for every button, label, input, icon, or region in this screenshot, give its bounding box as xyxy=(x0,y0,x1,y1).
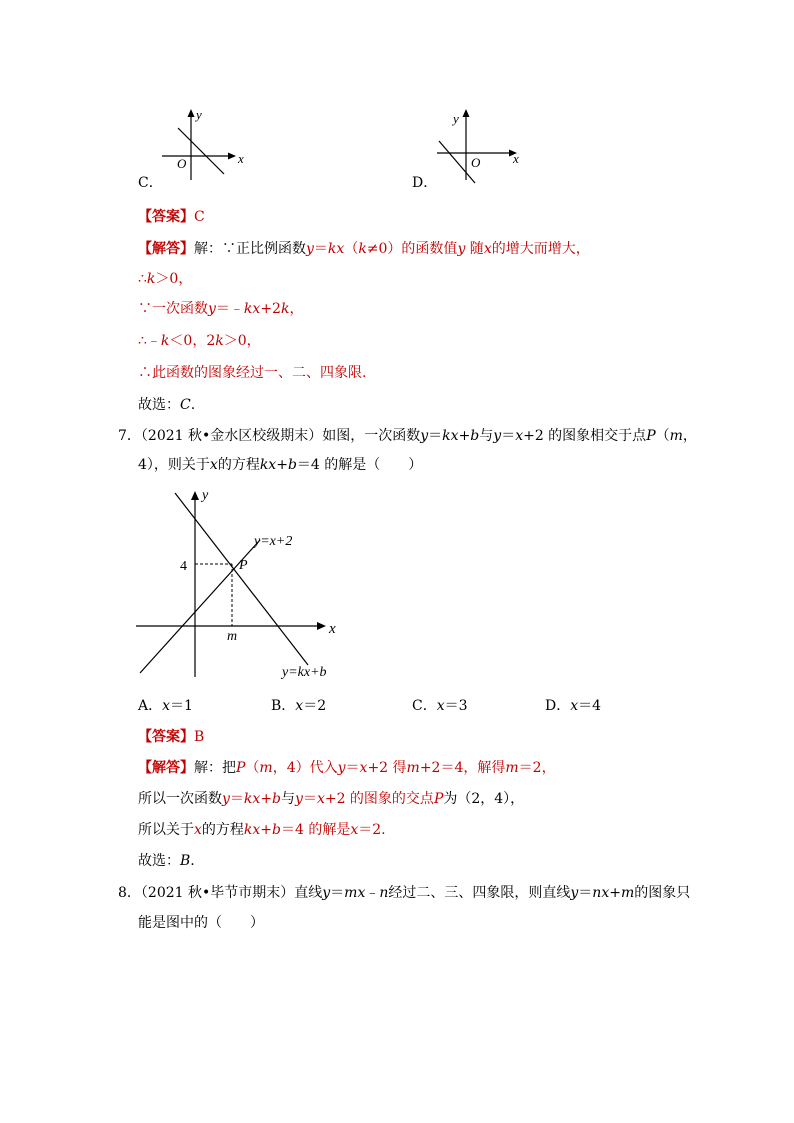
y-axis-label: y xyxy=(196,107,202,122)
x-axis-label: x xyxy=(238,151,244,166)
text: + xyxy=(609,885,621,901)
text: +2＝4，解得 xyxy=(419,760,506,776)
text: 的方程 xyxy=(217,457,260,473)
option-value: ＝1 xyxy=(170,698,193,714)
text: +2 xyxy=(260,301,281,317)
var: x xyxy=(436,698,445,714)
var: kx xyxy=(243,822,261,838)
var: x xyxy=(295,698,304,714)
q6-solution-line-2 xyxy=(138,269,192,289)
option-c-label: C． xyxy=(138,175,163,191)
var: m xyxy=(620,885,635,901)
var: kx xyxy=(259,457,277,473)
q7-solution-line-1 xyxy=(138,758,556,778)
option-value: ＝4 xyxy=(578,698,602,714)
text: ＝ xyxy=(330,885,345,901)
text: ＝ xyxy=(302,791,317,807)
text: ≠0）的函数值 xyxy=(366,241,458,257)
text: （ xyxy=(344,241,359,257)
text: 与 xyxy=(479,428,494,444)
var: P xyxy=(433,791,444,807)
var: x xyxy=(570,698,579,714)
line-label-y-x-plus-2: y=x+2 xyxy=(254,534,293,549)
var: y xyxy=(337,760,346,776)
graph-option-c xyxy=(160,105,255,185)
var: y xyxy=(457,241,466,257)
text: 与 xyxy=(281,791,296,807)
text: 故选： xyxy=(138,853,180,869)
q8-stem-line-2: 能是图中的（ ） xyxy=(138,915,264,931)
option-label: C． xyxy=(412,698,437,714)
y-axis-arrow xyxy=(191,491,199,500)
answer-value: C xyxy=(194,209,205,225)
q7-option-b xyxy=(271,696,326,716)
q7-solution-line-2 xyxy=(138,789,524,809)
text: ∵一次函数 xyxy=(138,301,208,317)
q7-graph xyxy=(130,485,355,685)
q7-solution-line-3 xyxy=(138,820,386,840)
line-label-y-kx-plus-b: y=kx+b xyxy=(282,665,327,680)
text: . xyxy=(190,397,196,413)
q7-option-c xyxy=(412,696,468,716)
q6-choose xyxy=(138,395,195,415)
graph-option-d xyxy=(435,105,530,185)
tick-label-4: 4 xyxy=(180,559,187,574)
var: m xyxy=(505,760,519,776)
text: 所以关于 xyxy=(138,822,194,838)
var: k xyxy=(280,301,290,317)
var: y xyxy=(420,428,429,444)
var: x xyxy=(162,698,171,714)
var: mx xyxy=(344,885,366,901)
text: ＝ xyxy=(428,428,443,444)
text: 解：∵正比例函数 xyxy=(194,241,306,257)
q7-answer xyxy=(138,727,204,747)
text: + xyxy=(260,791,273,807)
text: ＞0， xyxy=(155,271,193,287)
var: x xyxy=(194,822,202,838)
text: ，4）代入 xyxy=(272,760,338,776)
point-p-label: P xyxy=(239,558,248,573)
text: ∴﹣ xyxy=(138,333,161,349)
q8-stem-line-1 xyxy=(118,883,690,903)
option-label: B． xyxy=(271,698,296,714)
y-axis-arrow xyxy=(463,109,470,117)
text: ＝4 的解是（ ） xyxy=(296,457,423,473)
q6-solution-line-4 xyxy=(138,331,261,351)
text: +2 得 xyxy=(367,760,407,776)
var: y xyxy=(493,428,502,444)
option-label: D． xyxy=(545,698,571,714)
solution-tag: 【解答】 xyxy=(138,760,194,776)
var: k xyxy=(215,333,224,349)
q7-choose xyxy=(138,851,195,871)
text: （ xyxy=(245,760,260,776)
text: 所以一次函数 xyxy=(138,791,222,807)
var: m xyxy=(406,760,420,776)
q6-solution-line-1 xyxy=(138,239,590,259)
tick-label-m: m xyxy=(227,629,238,644)
solution-tag: 【解答】 xyxy=(138,241,194,257)
text: 的增大而增大， xyxy=(491,241,590,257)
var: P xyxy=(236,760,246,776)
origin-label: O xyxy=(177,156,187,171)
option-value: ＝2 xyxy=(303,698,327,714)
option-d-label: D． xyxy=(412,175,438,191)
var: y xyxy=(322,885,331,901)
text: ＝2， xyxy=(518,760,556,776)
text: 4），则关于 xyxy=(138,457,210,473)
y-axis-arrow xyxy=(188,109,195,117)
text: ＝ xyxy=(345,760,360,776)
text: ∴ xyxy=(138,271,147,287)
x-axis-arrow xyxy=(317,622,326,630)
text: 的图象只 xyxy=(634,885,691,901)
text: 解：把 xyxy=(194,760,236,776)
var: m xyxy=(259,760,273,776)
q7-stem-line-2 xyxy=(138,455,422,475)
text: 8．（2021 秋•毕节市期末）直线 xyxy=(118,885,323,901)
var: P xyxy=(646,428,656,444)
var: b xyxy=(272,791,282,807)
q6-solution-line-3 xyxy=(138,299,303,319)
var: y xyxy=(295,791,303,807)
text: +2 的图象相交于点 xyxy=(523,428,647,444)
var: x xyxy=(359,760,368,776)
text: 的方程 xyxy=(201,822,244,838)
x-axis-label: x xyxy=(513,151,519,166)
q7-option-a xyxy=(138,696,193,716)
var: y xyxy=(208,301,216,317)
text: ＝ xyxy=(501,428,516,444)
function-line xyxy=(439,141,475,183)
var: k xyxy=(160,333,170,349)
y-axis-label: y xyxy=(453,111,459,126)
choose-value: C xyxy=(180,397,191,413)
var: nx xyxy=(592,885,610,901)
var: kx xyxy=(442,428,459,444)
answer-value: B xyxy=(194,729,205,745)
q6-solution-line-5: ∴此函数的图象经过一、二、四象限. xyxy=(138,365,367,381)
text: ， xyxy=(289,301,304,317)
q7-option-d xyxy=(545,696,601,716)
text: ＝4 的解是 xyxy=(281,822,351,838)
text: ＝2. xyxy=(358,822,386,838)
origin-label: O xyxy=(471,155,481,170)
var: kx xyxy=(243,301,261,317)
text: 为（2，4）， xyxy=(443,791,525,807)
var: m xyxy=(669,428,683,444)
text: ＝ xyxy=(313,241,328,257)
var: x xyxy=(316,791,325,807)
text: +2 的图象的交点 xyxy=(324,791,434,807)
text: ＜0，2 xyxy=(169,333,216,349)
x-axis-arrow xyxy=(228,153,236,160)
choose-value: B xyxy=(180,853,191,869)
text: ＝ xyxy=(229,791,244,807)
var: b xyxy=(272,822,281,838)
text: （ xyxy=(655,428,670,444)
var: n xyxy=(379,885,389,901)
var: b xyxy=(470,428,480,444)
text: + xyxy=(458,428,471,444)
var: kx xyxy=(243,791,261,807)
var: x xyxy=(515,428,524,444)
answer-tag: 【答案】 xyxy=(138,209,194,225)
y-axis-label: y xyxy=(202,488,209,503)
q7-stem-line-1 xyxy=(118,426,697,446)
var: b xyxy=(287,457,297,473)
var: k xyxy=(146,271,156,287)
x-axis-label: x xyxy=(329,621,336,637)
var: y xyxy=(570,885,579,901)
var: y xyxy=(222,791,230,807)
var: x xyxy=(350,822,359,838)
var: k xyxy=(358,241,367,257)
text: . xyxy=(190,853,195,869)
option-value: ＝3 xyxy=(444,698,468,714)
text: ﹣ xyxy=(365,885,380,901)
text: ＝ xyxy=(578,885,593,901)
q6-answer xyxy=(138,207,205,227)
text: + xyxy=(260,822,273,838)
answer-tag: 【答案】 xyxy=(138,729,194,745)
text: ， xyxy=(682,428,697,444)
text: ＞0， xyxy=(223,333,261,349)
text: + xyxy=(276,457,288,473)
option-label: A． xyxy=(138,698,163,714)
var: y xyxy=(306,241,314,257)
text: 故选： xyxy=(138,397,180,413)
text: 随 xyxy=(465,241,484,257)
text: 经过二、三、四象限，则直线 xyxy=(388,885,571,901)
var: x xyxy=(483,241,492,257)
var: x xyxy=(209,457,218,473)
var: kx xyxy=(327,241,345,257)
text: 7．（2021 秋•金水区校级期末）如图，一次函数 xyxy=(118,428,421,444)
text: ＝﹣ xyxy=(215,301,244,317)
